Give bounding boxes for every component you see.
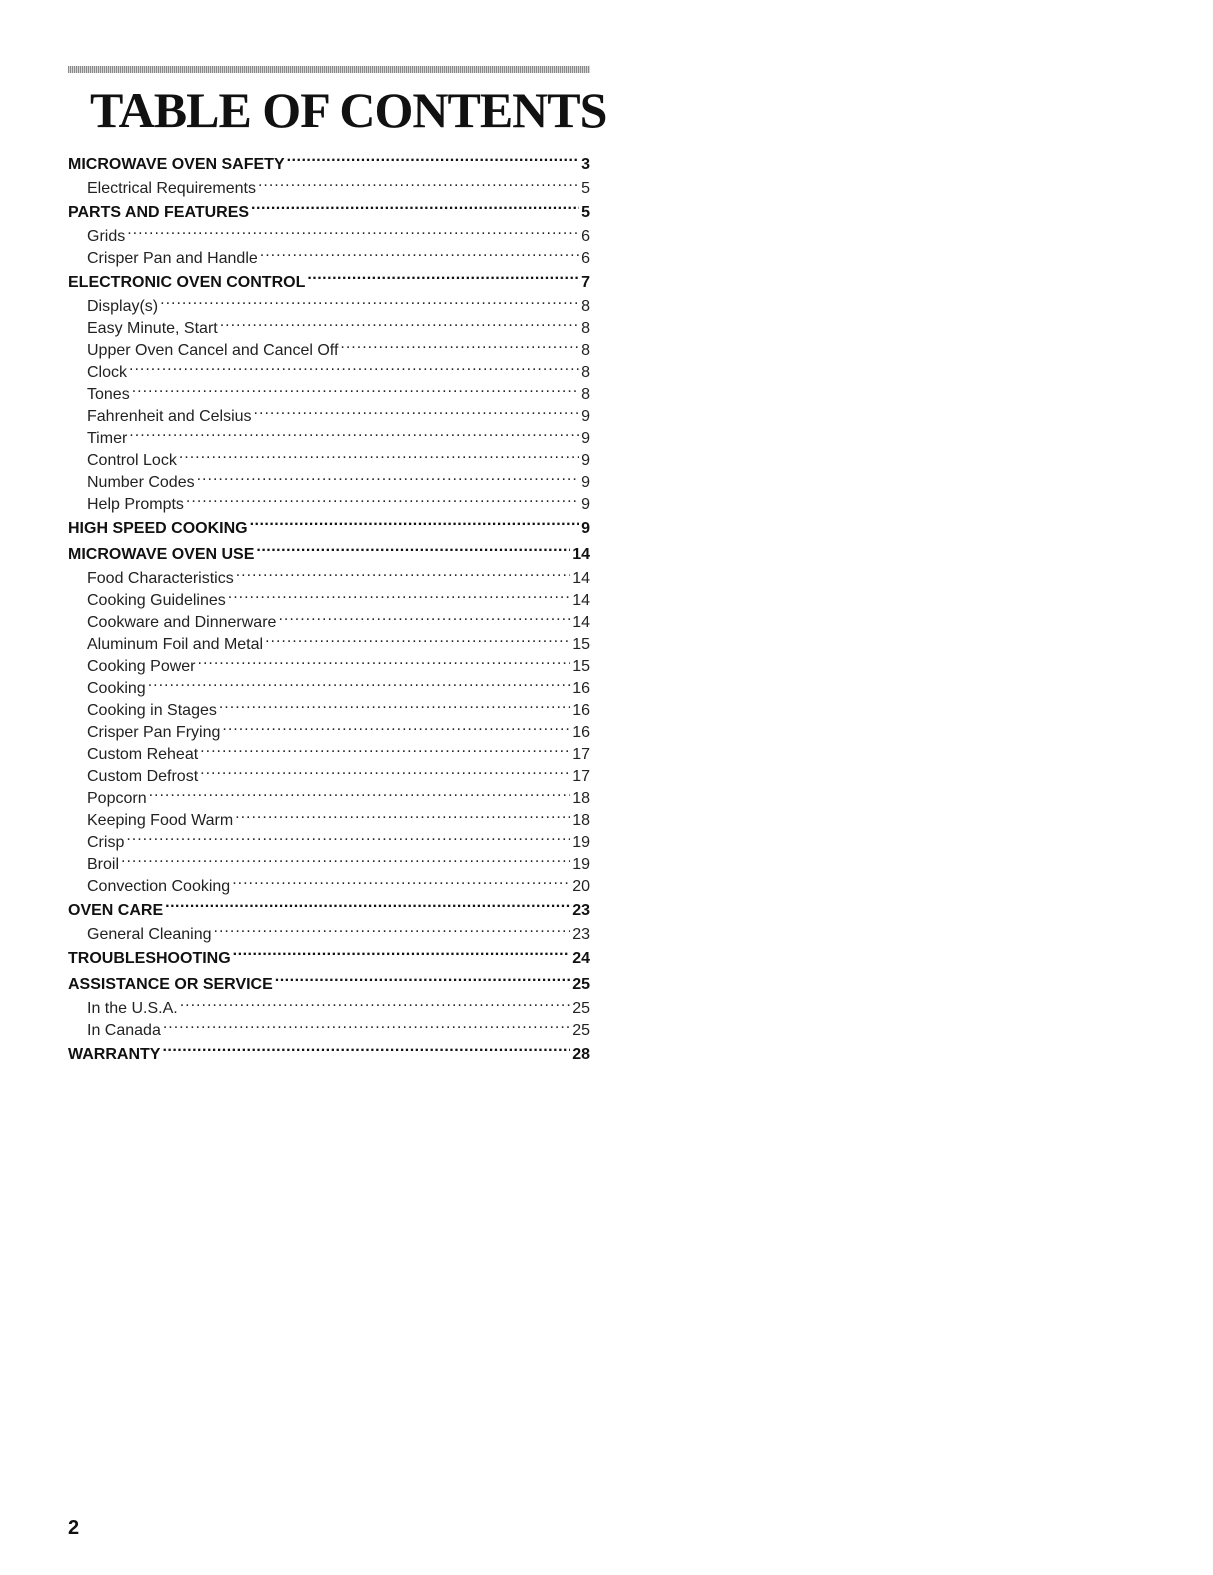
- toc-entry-label: General Cleaning: [87, 926, 212, 943]
- toc-subsection-entry: [68, 633, 590, 655]
- toc-subsection-entry: [68, 493, 590, 515]
- toc-entry-label: Custom Defrost: [87, 768, 199, 785]
- toc-entry-label: Broil: [87, 856, 120, 873]
- toc-entry-page: 23: [572, 926, 590, 943]
- toc-entry-page: 20: [572, 878, 590, 895]
- toc-section-entry: [68, 271, 590, 295]
- toc-entry-page: 8: [581, 364, 590, 381]
- toc-entry-label: Grids: [87, 228, 126, 245]
- toc-subsection-entry: [68, 875, 590, 897]
- dot-leader: [200, 765, 570, 781]
- toc-entry-label: Food Characteristics: [87, 570, 234, 587]
- toc-entry-page: 23: [572, 902, 590, 919]
- toc-subsection-entry: [68, 831, 590, 853]
- toc-section-entry: [68, 543, 590, 567]
- toc-subsection-entry: [68, 361, 590, 383]
- toc-subsection-entry: [68, 1019, 590, 1041]
- dot-leader: [260, 247, 579, 263]
- toc-entry-label: Upper Oven Cancel and Cancel Off: [87, 342, 339, 359]
- toc-subsection-entry: [68, 923, 590, 945]
- dot-leader: [127, 225, 579, 241]
- dot-leader: [254, 405, 580, 421]
- dot-leader: [256, 543, 570, 559]
- toc-entry-label: HIGH SPEED COOKING: [68, 520, 248, 537]
- toc-entry-label: Aluminum Foil and Metal: [87, 636, 264, 653]
- table-of-contents: [68, 153, 590, 1067]
- dot-leader: [200, 743, 570, 759]
- toc-subsection-entry: [68, 655, 590, 677]
- toc-subsection-entry: [68, 383, 590, 405]
- toc-subsection-entry: [68, 743, 590, 765]
- toc-entry-page: 15: [572, 658, 590, 675]
- toc-entry-page: 9: [581, 430, 590, 447]
- toc-entry-label: Easy Minute, Start: [87, 320, 218, 337]
- toc-subsection-entry: [68, 787, 590, 809]
- toc-entry-page: 28: [572, 1046, 590, 1063]
- toc-entry-page: 17: [572, 768, 590, 785]
- toc-entry-page: 16: [572, 724, 590, 741]
- dot-leader: [340, 339, 579, 355]
- toc-section-entry: [68, 1043, 590, 1067]
- toc-entry-page: 25: [572, 1000, 590, 1017]
- toc-entry-label: ASSISTANCE OR SERVICE: [68, 976, 273, 993]
- dot-leader: [149, 787, 571, 803]
- dot-leader: [287, 153, 579, 169]
- toc-entry-page: 5: [581, 180, 590, 197]
- toc-entry-page: 6: [581, 250, 590, 267]
- dot-leader: [233, 947, 571, 963]
- toc-entry-page: 17: [572, 746, 590, 763]
- toc-entry-label: OVEN CARE: [68, 902, 164, 919]
- toc-entry-page: 9: [581, 520, 590, 537]
- toc-entry-page: 8: [581, 320, 590, 337]
- toc-section-entry: [68, 899, 590, 923]
- toc-subsection-entry: [68, 809, 590, 831]
- toc-subsection-entry: [68, 295, 590, 317]
- dot-leader: [197, 471, 579, 487]
- toc-subsection-entry: [68, 177, 590, 199]
- toc-section-entry: [68, 947, 590, 971]
- toc-entry-page: 3: [581, 156, 590, 173]
- toc-entry-page: 8: [581, 342, 590, 359]
- toc-entry-label: Clock: [87, 364, 128, 381]
- dot-leader: [258, 177, 579, 193]
- toc-entry-page: 5: [581, 204, 590, 221]
- dot-leader: [307, 271, 579, 287]
- dot-leader: [148, 677, 571, 693]
- dot-leader: [235, 809, 570, 825]
- dot-leader: [160, 295, 579, 311]
- toc-entry-label: MICROWAVE OVEN USE: [68, 546, 255, 563]
- page-title: TABLE OF CONTENTS: [90, 82, 607, 138]
- dot-leader: [232, 875, 570, 891]
- toc-entry-page: 8: [581, 298, 590, 315]
- toc-subsection-entry: [68, 853, 590, 875]
- toc-subsection-entry: [68, 317, 590, 339]
- dot-leader: [219, 699, 570, 715]
- toc-entry-label: In the U.S.A.: [87, 1000, 178, 1017]
- header-rule: [68, 66, 590, 73]
- toc-subsection-entry: [68, 589, 590, 611]
- toc-subsection-entry: [68, 339, 590, 361]
- dot-leader: [228, 589, 570, 605]
- toc-entry-page: 25: [572, 976, 590, 993]
- toc-subsection-entry: [68, 471, 590, 493]
- toc-entry-page: 7: [581, 274, 590, 291]
- dot-leader: [165, 899, 570, 915]
- toc-subsection-entry: [68, 427, 590, 449]
- toc-entry-label: Keeping Food Warm: [87, 812, 234, 829]
- toc-entry-page: 16: [572, 702, 590, 719]
- dot-leader: [236, 567, 570, 583]
- toc-entry-page: 9: [581, 408, 590, 425]
- dot-leader: [251, 201, 579, 217]
- toc-entry-label: Cooking: [87, 680, 146, 697]
- dot-leader: [163, 1019, 570, 1035]
- toc-subsection-entry: [68, 247, 590, 269]
- toc-subsection-entry: [68, 997, 590, 1019]
- toc-entry-page: 18: [572, 812, 590, 829]
- toc-entry-page: 19: [572, 834, 590, 851]
- page-number: 2: [68, 1517, 80, 1539]
- toc-entry-page: 25: [572, 1022, 590, 1039]
- dot-leader: [132, 383, 579, 399]
- dot-leader: [179, 449, 579, 465]
- toc-entry-label: Number Codes: [87, 474, 195, 491]
- toc-entry-label: Crisper Pan Frying: [87, 724, 221, 741]
- toc-subsection-entry: [68, 405, 590, 427]
- dot-leader: [129, 361, 579, 377]
- toc-entry-page: 9: [581, 452, 590, 469]
- toc-entry-label: Cooking Guidelines: [87, 592, 226, 609]
- toc-entry-page: 14: [572, 546, 590, 563]
- toc-entry-page: 8: [581, 386, 590, 403]
- toc-entry-label: Cooking Power: [87, 658, 196, 675]
- toc-subsection-entry: [68, 449, 590, 471]
- toc-entry-label: In Canada: [87, 1022, 161, 1039]
- toc-entry-page: 16: [572, 680, 590, 697]
- toc-subsection-entry: [68, 611, 590, 633]
- toc-section-entry: [68, 517, 590, 541]
- toc-entry-label: Fahrenheit and Celsius: [87, 408, 252, 425]
- toc-entry-label: Convection Cooking: [87, 878, 231, 895]
- toc-entry-label: WARRANTY: [68, 1046, 161, 1063]
- dot-leader: [162, 1043, 570, 1059]
- toc-entry-page: 9: [581, 474, 590, 491]
- dot-leader: [222, 721, 570, 737]
- toc-section-entry: [68, 153, 590, 177]
- dot-leader: [126, 831, 570, 847]
- dot-leader: [278, 611, 570, 627]
- toc-entry-label: Custom Reheat: [87, 746, 199, 763]
- toc-entry-label: Tones: [87, 386, 130, 403]
- toc-subsection-entry: [68, 225, 590, 247]
- toc-entry-page: 14: [572, 570, 590, 587]
- toc-entry-label: Electrical Requirements: [87, 180, 256, 197]
- toc-entry-label: Help Prompts: [87, 496, 184, 513]
- toc-subsection-entry: [68, 765, 590, 787]
- toc-section-entry: [68, 201, 590, 225]
- toc-entry-page: 14: [572, 614, 590, 631]
- toc-entry-label: ELECTRONIC OVEN CONTROL: [68, 274, 306, 291]
- toc-section-entry: [68, 973, 590, 997]
- dot-leader: [214, 923, 571, 939]
- toc-subsection-entry: [68, 721, 590, 743]
- dot-leader: [250, 517, 580, 533]
- dot-leader: [265, 633, 570, 649]
- dot-leader: [275, 973, 570, 989]
- dot-leader: [198, 655, 571, 671]
- toc-entry-page: 14: [572, 592, 590, 609]
- toc-entry-label: Cooking in Stages: [87, 702, 217, 719]
- dot-leader: [129, 427, 579, 443]
- toc-subsection-entry: [68, 567, 590, 589]
- toc-subsection-entry: [68, 699, 590, 721]
- toc-entry-label: Cookware and Dinnerware: [87, 614, 277, 631]
- toc-entry-label: Control Lock: [87, 452, 177, 469]
- toc-entry-label: Crisp: [87, 834, 125, 851]
- dot-leader: [186, 493, 579, 509]
- toc-entry-label: PARTS AND FEATURES: [68, 204, 250, 221]
- toc-entry-page: 24: [572, 950, 590, 967]
- toc-entry-page: 6: [581, 228, 590, 245]
- toc-entry-label: MICROWAVE OVEN SAFETY: [68, 156, 285, 173]
- toc-entry-page: 9: [581, 496, 590, 513]
- toc-entry-page: 18: [572, 790, 590, 807]
- toc-entry-label: Display(s): [87, 298, 159, 315]
- dot-leader: [220, 317, 579, 333]
- toc-entry-label: TROUBLESHOOTING: [68, 950, 231, 967]
- dot-leader: [180, 997, 570, 1013]
- toc-entry-label: Popcorn: [87, 790, 147, 807]
- toc-entry-page: 15: [572, 636, 590, 653]
- toc-entry-page: 19: [572, 856, 590, 873]
- toc-entry-label: Timer: [87, 430, 128, 447]
- toc-entry-label: Crisper Pan and Handle: [87, 250, 258, 267]
- dot-leader: [121, 853, 570, 869]
- toc-subsection-entry: [68, 677, 590, 699]
